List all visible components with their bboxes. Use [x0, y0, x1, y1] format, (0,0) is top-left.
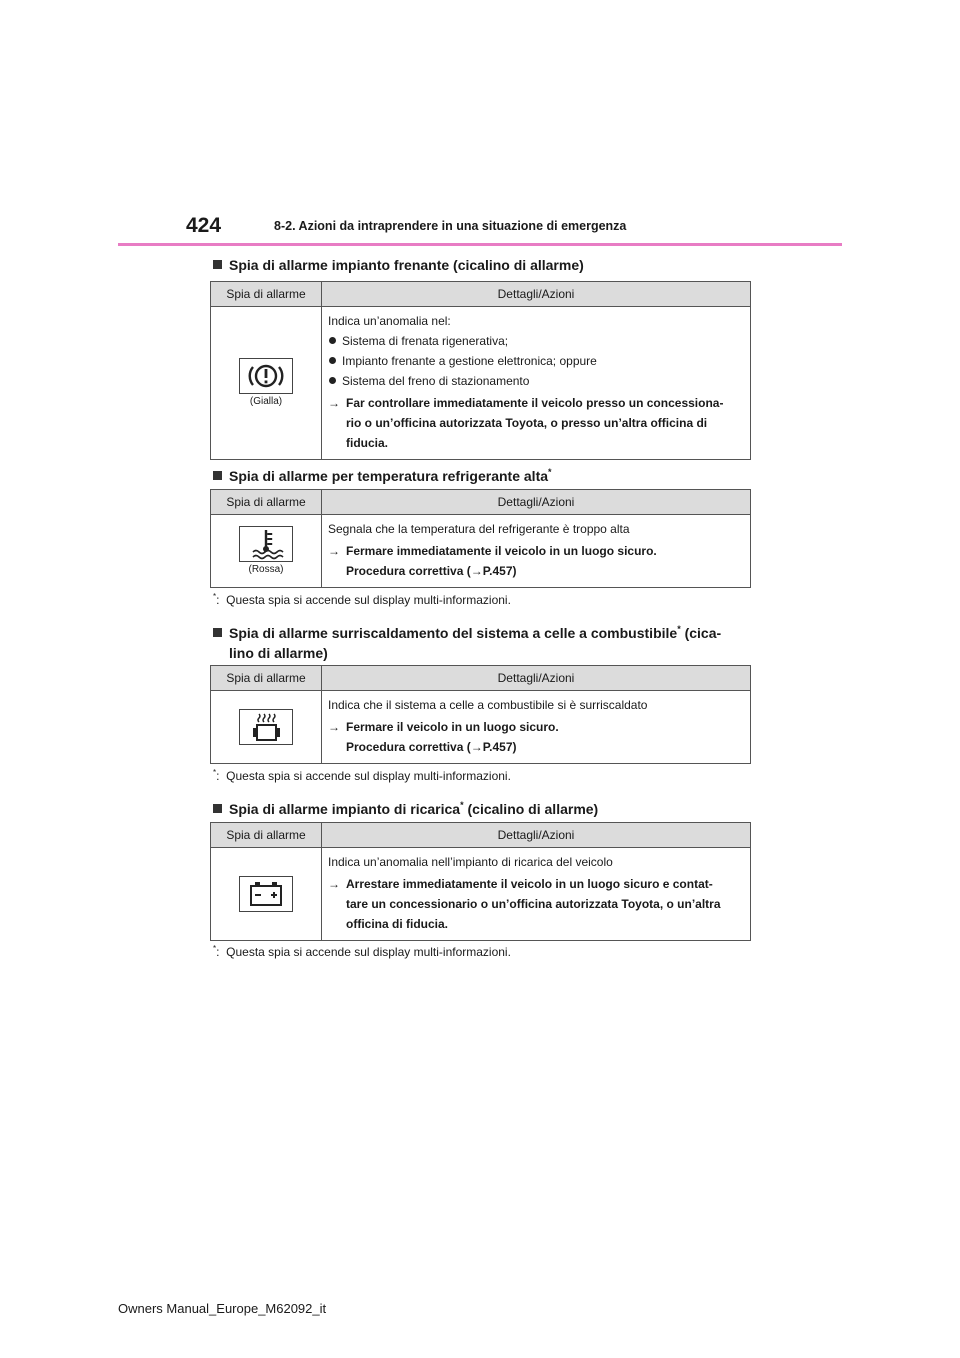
action-text — [328, 717, 744, 757]
table-header-details: Dettagli/Azioni — [322, 823, 751, 848]
footnote — [213, 768, 511, 783]
header-divider — [118, 243, 842, 246]
icon-cell — [211, 848, 322, 941]
table-header-details: Dettagli/Azioni — [322, 490, 751, 515]
footnote — [213, 592, 511, 607]
square-bullet-icon — [213, 804, 222, 813]
footnote — [213, 944, 511, 959]
fuel-cell-overheat-icon — [239, 709, 293, 745]
footnote-text: Questa spia si accende sul display multi-informazioni. — [226, 769, 511, 783]
square-bullet-icon — [213, 471, 222, 480]
footnote-marker: * — [213, 944, 217, 953]
section-title-fuel-cell — [213, 619, 753, 663]
footnote-marker: * — [548, 467, 552, 477]
footnote-marker: * — [213, 768, 217, 777]
table-header-warning: Spia di allarme — [211, 490, 322, 515]
action-line: fiducia. — [346, 436, 389, 450]
action-line: Fermare immediatamente il veicolo in un luogo sicuro. — [346, 544, 657, 558]
brake-warning-table — [210, 281, 751, 460]
chapter-title: 8-2. Azioni da intraprendere in una situazione di emergenza — [274, 219, 627, 233]
charging-warning-table — [210, 822, 751, 941]
icon-cell — [211, 691, 322, 764]
brake-warning-icon — [239, 358, 293, 394]
arrow-icon: → — [328, 720, 340, 734]
action-text — [328, 874, 744, 934]
footnote-text: Questa spia si accende sul display multi-informazioni. — [226, 945, 511, 959]
footnote-colon: : — [216, 593, 220, 607]
action-line: officina di fiducia. — [346, 917, 449, 931]
action-text — [328, 541, 744, 581]
details-cell — [322, 307, 751, 460]
icon-color-label: (Rossa) — [248, 564, 284, 575]
section-title-text: (cicalino di allarme) — [463, 801, 599, 817]
action-line: Procedura correttiva (→P.457) — [346, 740, 517, 754]
document-footer: Owners Manual_Europe_M62092_it — [118, 1301, 327, 1316]
section-title-text: (cica- — [680, 625, 722, 641]
section-title-charging — [213, 795, 753, 819]
arrow-icon: → — [328, 544, 340, 558]
icon-color-label: (Gialla) — [249, 396, 283, 407]
details-cell — [322, 848, 751, 941]
section-title-text: Spia di allarme impianto frenante (cicalino di allarme) — [229, 257, 584, 273]
fuel-cell-warning-table — [210, 665, 751, 764]
section-title-text: Spia di allarme per temperatura refrigerante alta — [229, 468, 549, 484]
table-header-details: Dettagli/Azioni — [322, 666, 751, 691]
footnote-colon: : — [216, 945, 220, 959]
action-text — [328, 393, 744, 453]
action-line: Arrestare immediatamente il veicolo in un luogo sicuro e contat- — [346, 877, 713, 891]
table-header-warning: Spia di allarme — [211, 666, 322, 691]
footnote-marker: * — [460, 800, 464, 810]
table-header-warning: Spia di allarme — [211, 823, 322, 848]
action-line: Far controllare immediatamente il veicolo presso un concessiona- — [346, 396, 724, 410]
detail-intro: Indica che il sistema a celle a combustibile si è surriscaldato — [328, 698, 648, 712]
detail-intro: Indica un’anomalia nel: — [328, 314, 451, 328]
detail-intro: Segnala che la temperatura del refrigerante è troppo alta — [328, 522, 630, 536]
footnote-colon: : — [216, 769, 220, 783]
page-number: 424 — [186, 214, 222, 237]
section-title-text: lino di allarme) — [229, 645, 328, 661]
section-title-coolant — [213, 462, 753, 486]
footnote-marker: * — [213, 592, 217, 601]
icon-cell — [211, 515, 322, 588]
footnote-marker: * — [677, 624, 681, 634]
action-line: Fermare il veicolo in un luogo sicuro. — [346, 720, 559, 734]
details-cell — [322, 691, 751, 764]
coolant-warning-table — [210, 489, 751, 588]
arrow-icon: → — [328, 877, 340, 891]
bullet-item: Sistema di frenata rigenerativa; — [328, 331, 744, 351]
coolant-temperature-icon — [239, 526, 293, 562]
square-bullet-icon — [213, 260, 222, 269]
detail-intro: Indica un’anomalia nell’impianto di ricarica del veicolo — [328, 855, 613, 869]
section-title-brake — [213, 255, 753, 275]
footnote-text: Questa spia si accende sul display multi-informazioni. — [226, 593, 511, 607]
details-cell — [322, 515, 751, 588]
action-line: tare un concessionario o un’officina autorizzata Toyota, o un’altra — [346, 897, 721, 911]
square-bullet-icon — [213, 628, 222, 637]
bullet-item: Sistema del freno di stazionamento — [328, 371, 744, 391]
battery-charge-icon — [239, 876, 293, 912]
table-header-details: Dettagli/Azioni — [322, 282, 751, 307]
icon-cell — [211, 307, 322, 460]
bullet-item: Impianto frenante a gestione elettronica; oppure — [328, 351, 744, 371]
action-line: rio o un’officina autorizzata Toyota, o presso un’altra officina di — [346, 416, 708, 430]
action-line: Procedura correttiva (→P.457) — [346, 564, 517, 578]
section-title-text: Spia di allarme surriscaldamento del sistema a celle a combustibile — [229, 625, 678, 641]
table-header-warning: Spia di allarme — [211, 282, 322, 307]
section-title-text: Spia di allarme impianto di ricarica — [229, 801, 461, 817]
arrow-icon: → — [328, 396, 340, 410]
